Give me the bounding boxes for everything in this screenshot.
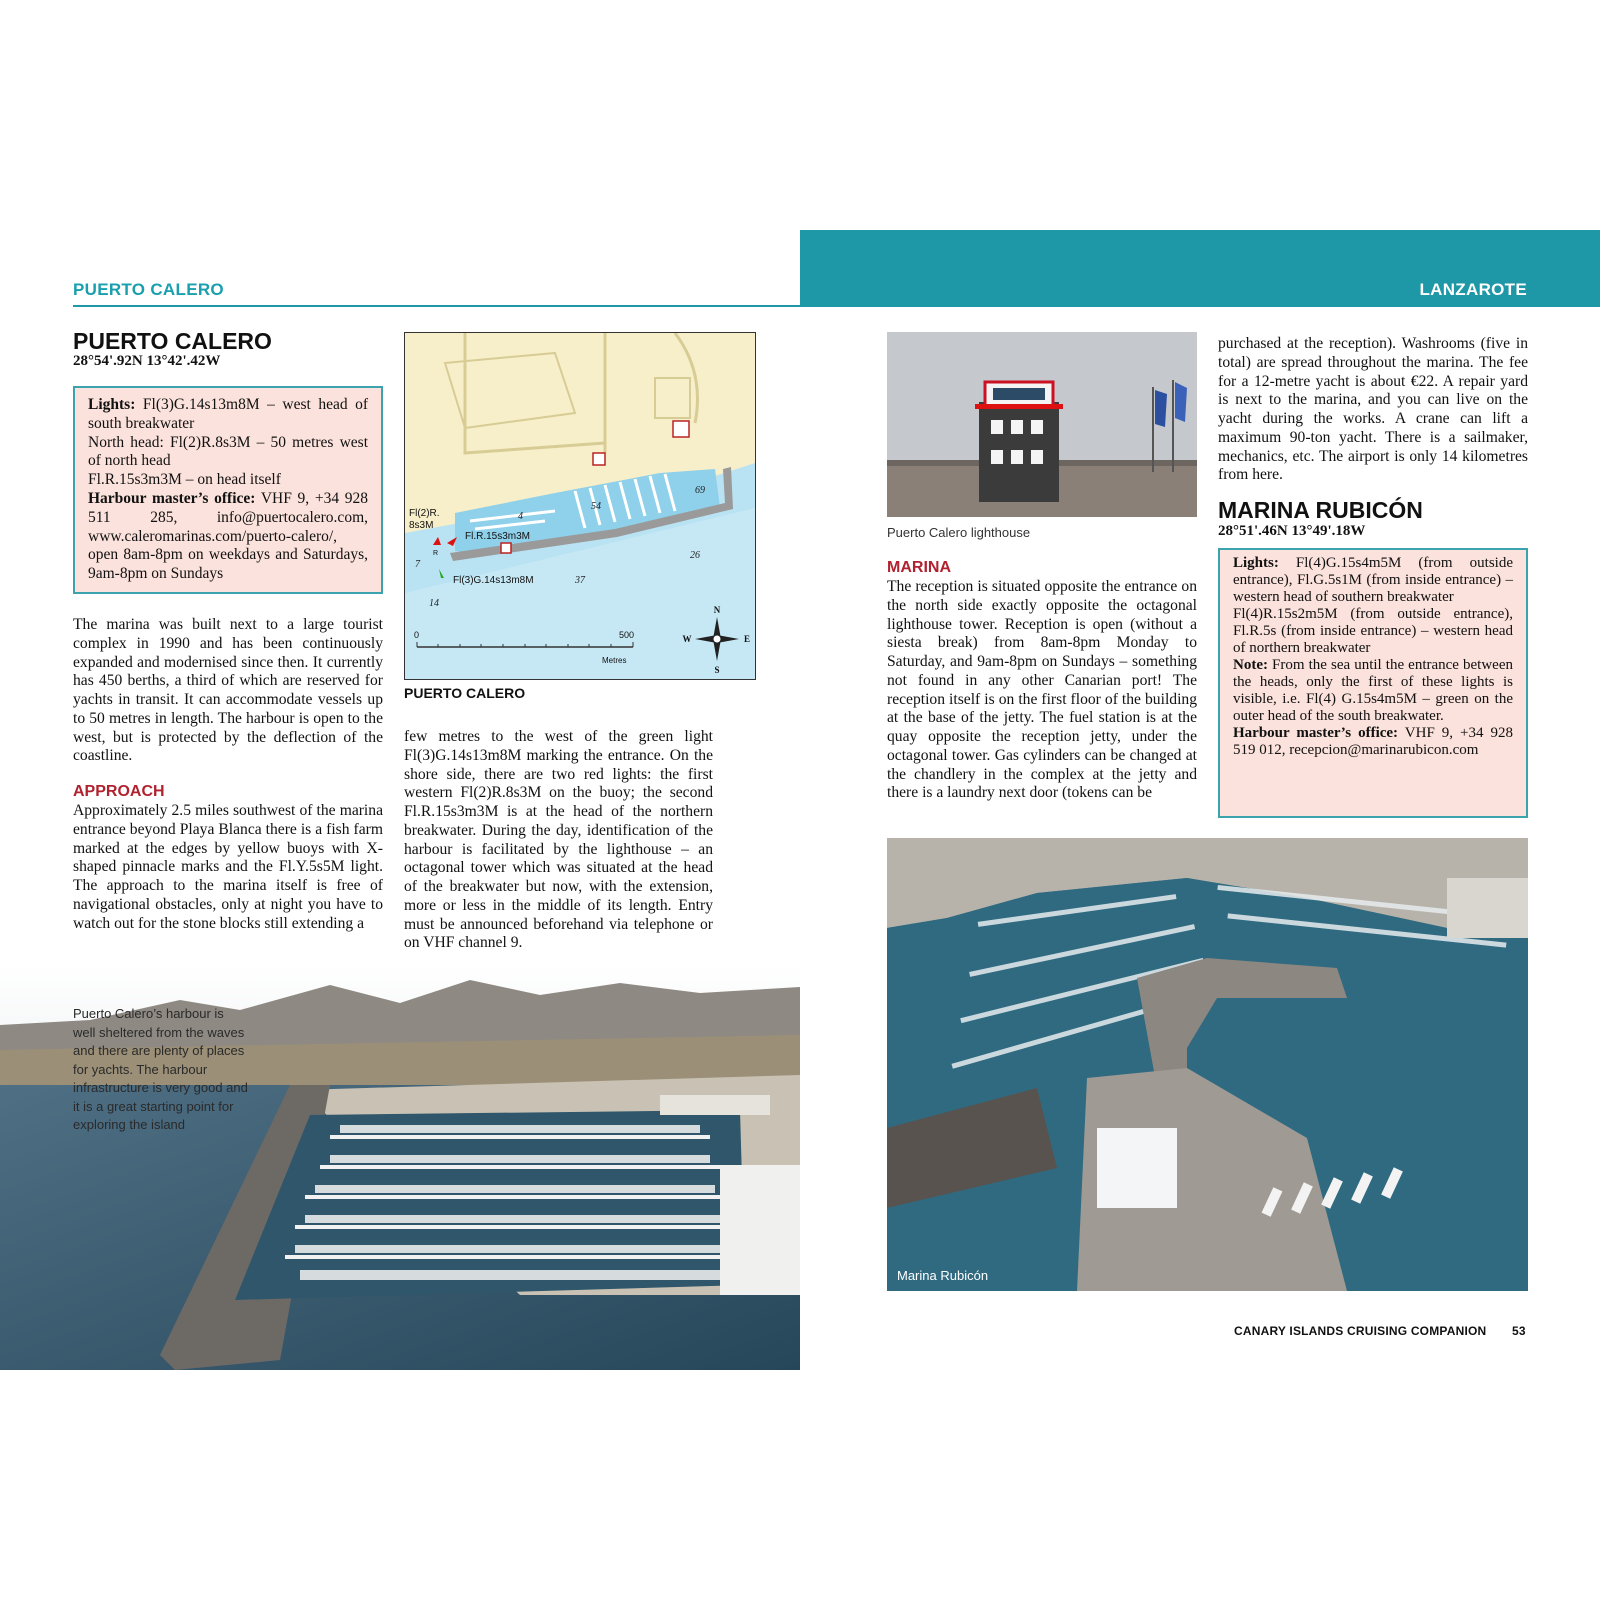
lighthouse-caption: Puerto Calero lighthouse [887,525,1031,540]
header-rule [73,305,800,307]
lights-text: Fl(3)G.14s13m8M – west head of south breakwater [88,396,369,432]
coordinates: 28°54'.92N 13°42'.42W [73,353,221,369]
running-header-left: PUERTO CALERO [73,280,224,299]
page-title: PUERTO CALERO [73,328,272,354]
lights-label: Lights: [88,396,136,413]
depth-69: 69 [695,485,705,496]
rubicon-coordinates: 28°51'.46N 13°49'.18W [1218,523,1366,539]
marina-rubicon-photo [887,838,1528,1291]
office-text: VHF 9, +34 928 511 285, info@puertocalero.com, www.caleromarinas.com/puerto-calero/, open 8am-8pm on weekdays and Saturdays, 9am-8pm on Sundays [88,489,369,583]
rubicon-note-text: From the sea until the entrance between the heads, only the first of these lights is visible, i.e. Fl(4) G.15s4m5M – green on the outer head of the south breakwater. [1233,657,1513,724]
marina-paragraph: The reception is situated opposite the entrance on the north side exactly opposite the octagonal lighthouse tower. Reception is open (without a siesta break) from 8am-8pm Monday to Saturday, and 9am-8pm on Sundays – something not found in any other Canarian port! The reception itself is on the first floor of the building at the base of the jetty. The fuel station is at the quay opposite the reception jetty, under the octagonal tower. Gas cylinders can be changed at the chandlery in the complex at the jetty and there is a laundry next door (tokens can be [887,578,1197,802]
label-flr: Fl.R.15s3m3M [465,531,531,542]
rubicon-photo-caption: Marina Rubicón [897,1268,989,1283]
depth-26: 26 [690,550,700,561]
harbour-chart-svg [405,333,755,679]
compass-n: N [713,605,721,615]
compass-e: E [743,634,751,644]
chart-caption: PUERTO CALERO [404,685,526,701]
office-label: Harbour master’s office: [88,489,256,507]
north-head-text: North head: Fl(2)R.8s3M – 50 metres west of north head [88,433,368,470]
label-r: R [433,550,439,557]
rubicon-title: MARINA RUBICÓN [1218,497,1423,523]
lighthouse-photo [887,332,1197,517]
rubicon-lights-label: Lights: [1233,555,1279,571]
col2-paragraph: few metres to the west of the green light Fl(3)G.14s13m8M marking the entrance. On the shore side, there are two red lights: the first western Fl(2)R.8s3M on the buoy; the second Fl.R.15s3m3M is at the head of the northern breakwater. During the day, identification of the harbour is facilitated by the lighthouse – an octagonal tower which was situated at the head of the breakwater but now, with the extension, more or less in the middle of its length. Entry must be announced beforehand via telephone or on VHF channel 9. [404,728,713,952]
white-building [1097,1128,1177,1208]
lighthouse-photo-svg [887,332,1197,517]
rubicon-info-box [1218,548,1528,818]
depth-54: 54 [591,501,601,512]
label-8s3m: 8s3M [409,520,434,531]
col4-paragraph: purchased at the reception). Washrooms (five in total) are spread throughout the marina. The fee for a 12-metre yacht is about €22. A repair yard is next to the marina, and you can live on the yacht during the works. A crane can lift a maximum 90-ton yacht. There is a sailmaker, mechanics, etc. The airport is only 14 kilometres from here. [1218,335,1528,484]
approach-heading: APPROACH [73,783,165,800]
scale-500: 500 [619,630,635,640]
scale-unit: Metres [602,656,627,665]
depth-4: 4 [518,511,523,522]
aerial-photo-caption: Puerto Calero’s harbour is well sheltered from the waves and there are plenty of places for yachts. The harbour infrastructure is very good and it is a great starting point for exploring the island [73,1006,248,1132]
rubicon-office-text: VHF 9, +34 928 519 012, recepcion@marinarubicon.com [1233,725,1514,758]
rubicon-note-label: Note: [1233,657,1268,673]
label-fl2r: Fl(2)R. [409,508,440,519]
harbour-chart [404,332,756,680]
rubicon-photo-svg [887,838,1528,1291]
running-header-right: LANZAROTE [1419,280,1527,299]
depth-14: 14 [429,598,439,609]
depth-37: 37 [575,575,585,586]
column-3 [887,558,1197,803]
rubicon-office-label: Harbour master’s office: [1233,725,1399,741]
column-4 [1218,335,1528,485]
rubicon-lights-text: Fl(4)G.15s4m5M (from outside entrance), Fl.G.5s1M (from inside entrance) – western head of southern breakwater [1233,555,1513,605]
compass-w: W [682,634,692,644]
marina-heading: MARINA [887,559,951,576]
approach-paragraph: Approximately 2.5 miles southwest of the marina entrance beyond Playa Blanca there is a fish farm marked at the edges by yellow buoys with X-shaped pinnacle marks and the Fl.Y.5s5M light. The approach to the marina itself is free of navigational obstacles, only at night you have to watch out for the stone blocks still extending a [73,802,383,932]
rubicon-fl4r-text: Fl(4)R.15s2m5M (from outside entrance), Fl.R.5s (from inside entrance) – western head of northern breakwater [1233,606,1513,656]
page-number: 53 [1512,1324,1526,1338]
lights-info-box [73,386,383,594]
column-2 [404,728,713,953]
flr-text: Fl.R.15s3m3M – on head itself [88,471,281,489]
compass-s: S [714,665,720,675]
intro-paragraph: The marina was built next to a large tourist complex in 1990 and has been continuously expanded and modernised since then. It currently has 450 berths, a third of which are reserved for yachts in transit. It can accommodate vessels up to 50 metres in length. The harbour is open to the west, but is protected by the deflection of the coastline. [73,616,383,765]
footer-title: CANARY ISLANDS CRUISING COMPANION [1234,1324,1487,1338]
column-1 [73,616,383,933]
label-fl3g: Fl(3)G.14s13m8M [453,575,534,586]
depth-7: 7 [415,559,420,570]
scale-0: 0 [414,630,420,640]
